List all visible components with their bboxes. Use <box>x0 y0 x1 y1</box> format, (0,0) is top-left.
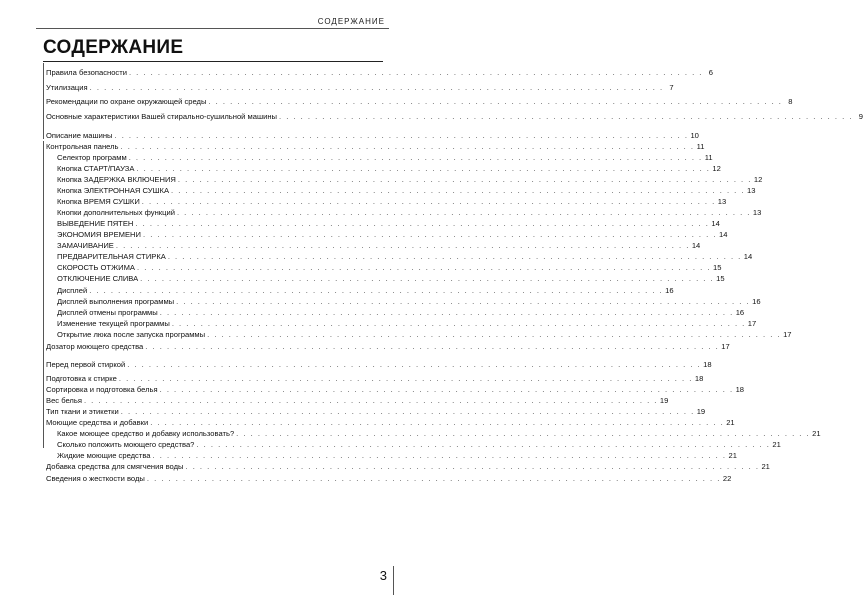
toc-entry-page: 13 <box>717 197 727 206</box>
header-rule <box>36 28 389 29</box>
toc-leader-dots: . . . . . . . . . . . . . . . . . . . . . . . . . . . . . . . . . . . . . . . . . . . . . . . . . . . . . . . . . . . . . . . . . . . . . . . . . . . . . . . . <box>115 241 690 250</box>
toc-entry[interactable] <box>46 141 705 152</box>
toc-entry-page: 15 <box>716 274 725 283</box>
toc-entry-label: Подготовка к стирке <box>46 374 117 383</box>
toc-leader-dots: . . . . . . . . . . . . . . . . . . . . . . . . . . . . . . . . . . . . . . . . . . . . . . . . . . . . . . . . . . . . . . . . . . . . . . . . . . . . . . . . <box>118 374 693 383</box>
toc-entry-page: 18 <box>703 360 712 369</box>
toc-entry-page: 14 <box>711 219 720 228</box>
toc-leader-dots: . . . . . . . . . . . . . . . . . . . . . . . . . . . . . . . . . . . . . . . . . . . . . . . . . . . . . . . . . . . . . . . . . . . . . . . . . . . . . . . . <box>146 474 721 483</box>
toc-entry-page: 18 <box>735 385 745 394</box>
toc-entry[interactable] <box>46 428 821 439</box>
toc-leader-dots: . . . . . . . . . . . . . . . . . . . . . . . . . . . . . . . . . . . . . . . . . . . . . . . . . . . . . . . . . . . . . . . . . . . . . . . . . . . . . . . . <box>159 308 734 317</box>
toc-entry[interactable] <box>46 67 713 78</box>
toc-entry-page: 15 <box>712 263 722 272</box>
toc-leader-dots: . . . . . . . . . . . . . . . . . . . . . . . . . . . . . . . . . . . . . . . . . . . . . . . . . . . . . . . . . . . . . . . . . . . . . . . . . . . . . . . . <box>141 197 716 206</box>
page-title: СОДЕРЖАНИЕ <box>43 37 184 58</box>
toc-leader-dots: . . . . . . . . . . . . . . . . . . . . . . . . . . . . . . . . . . . . . . . . . . . . . . . . . . . . . . . . . . . . . . . . . . . . . . . . . . . . . . . . <box>83 396 658 405</box>
toc-entry-page: 22 <box>722 474 732 483</box>
toc-entry-page: 21 <box>772 440 781 449</box>
toc-entry[interactable] <box>46 395 669 406</box>
toc-leader-dots: . . . . . . . . . . . . . . . . . . . . . . . . . . . . . . . . . . . . . . . . . . . . . . . . . . . . . . . . . . . . . . . . . . . . . . . . . . . . . . . . <box>136 164 711 173</box>
toc-entry-label: Кнопка СТАРТ/ПАУЗА <box>57 164 135 173</box>
toc-entry-label: Тип ткани и этикетки <box>46 407 119 416</box>
toc-entry-label: Сколько положить моющего средства? <box>57 440 195 449</box>
toc-entry-label: Дисплей выполнения программы <box>57 297 175 306</box>
toc-entry-page: 17 <box>721 342 730 351</box>
toc-leader-dots: . . . . . . . . . . . . . . . . . . . . . . . . . . . . . . . . . . . . . . . . . . . . . . . . . . . . . . . . . . . . . . . . . . . . . . . . . . . . . . . . <box>171 319 746 328</box>
toc-entry-label: Кнопка ВРЕМЯ СУШКИ <box>57 197 140 206</box>
toc-entry[interactable] <box>46 461 770 472</box>
toc-entry-page: 13 <box>752 208 762 217</box>
toc-entry-page: 19 <box>659 396 669 405</box>
toc-entry[interactable] <box>46 152 713 163</box>
toc-entry-page: 11 <box>696 142 705 151</box>
toc-entry[interactable] <box>46 296 761 307</box>
toc-entry[interactable] <box>46 307 745 318</box>
toc-entry[interactable] <box>46 251 753 262</box>
toc-entry-label: Кнопка ЭЛЕКТРОННАЯ СУШКА <box>57 186 170 195</box>
toc-entry-label: ОТКЛЮЧЕНИЕ СЛИВА <box>57 274 139 283</box>
toc-entry-label: Дисплей отмены программы <box>57 308 158 317</box>
toc-entry-label: Изменение текущей программы <box>57 319 170 328</box>
toc-entry-page: 10 <box>690 131 699 140</box>
toc-entry[interactable] <box>46 218 720 229</box>
toc-entry[interactable] <box>46 229 728 240</box>
toc-entry[interactable] <box>46 111 863 122</box>
toc-leader-dots: . . . . . . . . . . . . . . . . . . . . . . . . . . . . . . . . . . . . . . . . . . . . . . . . . . . . . . . . . . . . . . . . . . . . . . . . . . . . . . . . <box>207 330 782 339</box>
toc-entry-page: 12 <box>712 164 721 173</box>
toc-entry-label: Кнопка ЗАДЕРЖКА ВКЛЮЧЕНИЯ <box>57 175 176 184</box>
toc-leader-dots: . . . . . . . . . . . . . . . . . . . . . . . . . . . . . . . . . . . . . . . . . . . . . . . . . . . . . . . . . . . . . . . . . . . . . . . . . . . . . . . . <box>185 462 760 471</box>
section-bar <box>43 141 44 448</box>
toc-leader-dots: . . . . . . . . . . . . . . . . . . . . . . . . . . . . . . . . . . . . . . . . . . . . . . . . . . . . . . . . . . . . . . . . . . . . . . . . . . . . . . . . <box>145 342 720 351</box>
toc-entry[interactable] <box>46 341 730 352</box>
toc-leader-dots: . . . . . . . . . . . . . . . . . . . . . . . . . . . . . . . . . . . . . . . . . . . . . . . . . . . . . . . . . . . . . . . . . . . . . . . . . . . . . . . . <box>177 175 752 184</box>
toc-entry-label: Открытие люка после запуска программы <box>57 330 206 339</box>
toc-entry[interactable] <box>46 207 762 218</box>
toc-leader-dots: . . . . . . . . . . . . . . . . . . . . . . . . . . . . . . . . . . . . . . . . . . . . . . . . . . . . . . . . . . . . . . . . . . . . . . . . . . . . . . . . <box>159 385 734 394</box>
toc-entry-page: 21 <box>812 429 821 438</box>
toc-leader-dots: . . . . . . . . . . . . . . . . . . . . . . . . . . . . . . . . . . . . . . . . . . . . . . . . . . . . . . . . . . . . . . . . . . . . . . . . . . . . . . . . <box>137 263 711 272</box>
toc-entry[interactable] <box>46 473 732 484</box>
toc-leader-dots: . . . . . . . . . . . . . . . . . . . . . . . . . . . . . . . . . . . . . . . . . . . . . . . . . . . . . . . . . . . . . . . . . . . . . . . . . . . . . . . . <box>143 230 717 239</box>
toc-entry[interactable] <box>46 417 735 428</box>
toc-entry[interactable] <box>46 406 706 417</box>
toc-entry-page: 7 <box>669 83 674 92</box>
toc-entry[interactable] <box>46 262 722 273</box>
toc-entry[interactable] <box>46 130 699 141</box>
toc-entry-page: 12 <box>753 175 763 184</box>
toc-leader-dots: . . . . . . . . . . . . . . . . . . . . . . . . . . . . . . . . . . . . . . . . . . . . . . . . . . . . . . . . . . . . . . . . . . . . . . . . . . . . . . . . <box>196 440 771 449</box>
toc-entry-page: 13 <box>747 186 756 195</box>
toc-entry-page: 21 <box>761 462 770 471</box>
toc-entry-label: Сортировка и подготовка белья <box>46 385 158 394</box>
toc-entry-label: Вес белья <box>46 396 82 405</box>
toc-entry-page: 14 <box>743 252 753 261</box>
toc-entry-label: ЗАМАЧИВАНИЕ <box>57 241 114 250</box>
toc-entry-label: СКОРОСТЬ ОТЖИМА <box>57 263 135 272</box>
toc-entry-page: 17 <box>783 330 792 339</box>
toc-entry-page: 8 <box>788 97 793 106</box>
toc-entry[interactable] <box>46 240 701 251</box>
toc-entry-label: Перед первой стиркой <box>46 360 126 369</box>
toc-leader-dots: . . . . . . . . . . . . . . . . . . . . . . . . . . . . . . . . . . . . . . . . . . . . . . . . . . . . . . . . . . . . . . . . . . . . . . . . . . . . . . . . <box>208 97 783 106</box>
toc-entry[interactable] <box>46 329 792 340</box>
toc-entry-page: 16 <box>752 297 761 306</box>
toc-leader-dots: . . . . . . . . . . . . . . . . . . . . . . . . . . . . . . . . . . . . . . . . . . . . . . . . . . . . . . . . . . . . . . . . . . . . . . . . . . . . . . . . <box>152 451 727 460</box>
toc-entry-label: Какое моющее средство и добавку использовать? <box>57 429 235 438</box>
toc-entry-page: 16 <box>735 308 745 317</box>
toc-entry-page: 21 <box>726 418 735 427</box>
toc-entry[interactable] <box>46 359 712 370</box>
toc-entry-label: Добавка средства для смягчения воды <box>46 462 184 471</box>
toc-entry-label: Дисплей <box>57 286 88 295</box>
page-number: 3 <box>379 568 387 583</box>
toc-entry-page: 11 <box>704 153 713 162</box>
toc-entry[interactable] <box>46 82 674 93</box>
toc-leader-dots: . . . . . . . . . . . . . . . . . . . . . . . . . . . . . . . . . . . . . . . . . . . . . . . . . . . . . . . . . . . . . . . . . . . . . . . . . . . . . . . . <box>114 131 689 140</box>
toc-leader-dots: . . . . . . . . . . . . . . . . . . . . . . . . . . . . . . . . . . . . . . . . . . . . . . . . . . . . . . . . . . . . . . . . . . . . . . . . . . . . . . . . <box>176 297 751 306</box>
toc-entry-page: 6 <box>708 68 713 77</box>
toc-leader-dots: . . . . . . . . . . . . . . . . . . . . . . . . . . . . . . . . . . . . . . . . . . . . . . . . . . . . . . . . . . . . . . . . . . . . . . . . . . . . . . . . <box>171 186 745 195</box>
toc-entry-page: 14 <box>718 230 728 239</box>
toc-entry[interactable] <box>46 450 737 461</box>
toc-leader-dots: . . . . . . . . . . . . . . . . . . . . . . . . . . . . . . . . . . . . . . . . . . . . . . . . . . . . . . . . . . . . . . . . . . . . . . . . . . . . . . . . <box>89 286 664 295</box>
toc-entry-label: Правила безопасности <box>46 68 127 77</box>
toc-entry-label: Сведения о жесткости воды <box>46 474 145 483</box>
toc-leader-dots: . . . . . . . . . . . . . . . . . . . . . . . . . . . . . . . . . . . . . . . . . . . . . . . . . . . . . . . . . . . . . . . . . . . . . . . . . . . . . . . . <box>167 252 742 261</box>
toc-entry-label: Кнопки дополнительных функций <box>57 208 175 217</box>
toc-entry[interactable] <box>46 439 781 450</box>
toc-entry-label: Утилизация <box>46 83 88 92</box>
toc-leader-dots: . . . . . . . . . . . . . . . . . . . . . . . . . . . . . . . . . . . . . . . . . . . . . . . . . . . . . . . . . . . . . . . . . . . . . . . . . . . . . . . . <box>89 83 664 92</box>
toc-leader-dots: . . . . . . . . . . . . . . . . . . . . . . . . . . . . . . . . . . . . . . . . . . . . . . . . . . . . . . . . . . . . . . . . . . . . . . . . . . . . . . . . <box>127 360 702 369</box>
toc-entry-page: 18 <box>694 374 704 383</box>
toc-leader-dots: . . . . . . . . . . . . . . . . . . . . . . . . . . . . . . . . . . . . . . . . . . . . . . . . . . . . . . . . . . . . . . . . . . . . . . . . . . . . . . . . <box>135 219 710 228</box>
toc-leader-dots: . . . . . . . . . . . . . . . . . . . . . . . . . . . . . . . . . . . . . . . . . . . . . . . . . . . . . . . . . . . . . . . . . . . . . . . . . . . . . . . . <box>120 407 695 416</box>
toc-entry[interactable] <box>46 185 756 196</box>
toc-leader-dots: . . . . . . . . . . . . . . . . . . . . . . . . . . . . . . . . . . . . . . . . . . . . . . . . . . . . . . . . . . . . . . . . . . . . . . . . . . . . . . . . <box>236 429 811 438</box>
toc-entry-label: Жидкие моющие средства <box>57 451 151 460</box>
toc-entry-page: 21 <box>728 451 737 460</box>
toc-entry-page: 9 <box>858 112 863 121</box>
toc-entry-label: ВЫВЕДЕНИЕ ПЯТЕН <box>57 219 134 228</box>
toc-entry[interactable] <box>46 318 757 329</box>
toc-entry-label: Моющие средства и добавки <box>46 418 149 427</box>
toc-entry-label: ПРЕДВАРИТЕЛЬНАЯ СТИРКА <box>57 252 166 261</box>
toc-entry-page: 16 <box>665 286 674 295</box>
toc-entry-label: ЭКОНОМИЯ ВРЕМЕНИ <box>57 230 141 239</box>
toc-entry-page: 14 <box>691 241 701 250</box>
toc-entry[interactable] <box>46 196 727 207</box>
toc-entry[interactable] <box>46 384 745 395</box>
section-bar <box>43 63 44 139</box>
toc-leader-dots: . . . . . . . . . . . . . . . . . . . . . . . . . . . . . . . . . . . . . . . . . . . . . . . . . . . . . . . . . . . . . . . . . . . . . . . . . . . . . . . . <box>150 418 725 427</box>
toc-entry[interactable] <box>46 163 721 174</box>
toc-entry-label: Основные характеристики Вашей стирально-сушильной машины <box>46 112 277 121</box>
toc-entry[interactable] <box>46 174 763 185</box>
toc-entry-label: Описание машины <box>46 131 113 140</box>
toc-leader-dots: . . . . . . . . . . . . . . . . . . . . . . . . . . . . . . . . . . . . . . . . . . . . . . . . . . . . . . . . . . . . . . . . . . . . . . . . . . . . . . . . <box>140 274 715 283</box>
toc-entry[interactable] <box>46 96 793 107</box>
toc-leader-dots: . . . . . . . . . . . . . . . . . . . . . . . . . . . . . . . . . . . . . . . . . . . . . . . . . . . . . . . . . . . . . . . . . . . . . . . . . . . . . . . . <box>176 208 751 217</box>
toc-entry-label: Дозатор моющего средства <box>46 342 144 351</box>
toc-entry-page: 17 <box>747 319 757 328</box>
toc-leader-dots: . . . . . . . . . . . . . . . . . . . . . . . . . . . . . . . . . . . . . . . . . . . . . . . . . . . . . . . . . . . . . . . . . . . . . . . . . . . . . . . . <box>128 153 703 162</box>
toc-entry[interactable] <box>46 373 704 384</box>
toc-leader-dots: . . . . . . . . . . . . . . . . . . . . . . . . . . . . . . . . . . . . . . . . . . . . . . . . . . . . . . . . . . . . . . . . . . . . . . . . . . . . . . . . <box>120 142 695 151</box>
running-header: СОДЕРЖАНИЕ <box>317 17 385 26</box>
toc-leader-dots: . . . . . . . . . . . . . . . . . . . . . . . . . . . . . . . . . . . . . . . . . . . . . . . . . . . . . . . . . . . . . . . . . . . . . . . . . . . . . . . . <box>278 112 853 121</box>
toc-entry-page: 19 <box>696 407 706 416</box>
footer-rule <box>393 566 394 595</box>
toc-entry[interactable] <box>46 273 725 284</box>
toc-entry-label: Контрольная панель <box>46 142 119 151</box>
toc-leader-dots: . . . . . . . . . . . . . . . . . . . . . . . . . . . . . . . . . . . . . . . . . . . . . . . . . . . . . . . . . . . . . . . . . . . . . . . . . . . . . . . . <box>128 68 703 77</box>
title-rule <box>43 61 383 62</box>
toc-entry-label: Селектор программ <box>57 153 127 162</box>
toc-entry-label: Рекомендации по охране окружающей среды <box>46 97 207 106</box>
toc-entry[interactable] <box>46 285 674 296</box>
